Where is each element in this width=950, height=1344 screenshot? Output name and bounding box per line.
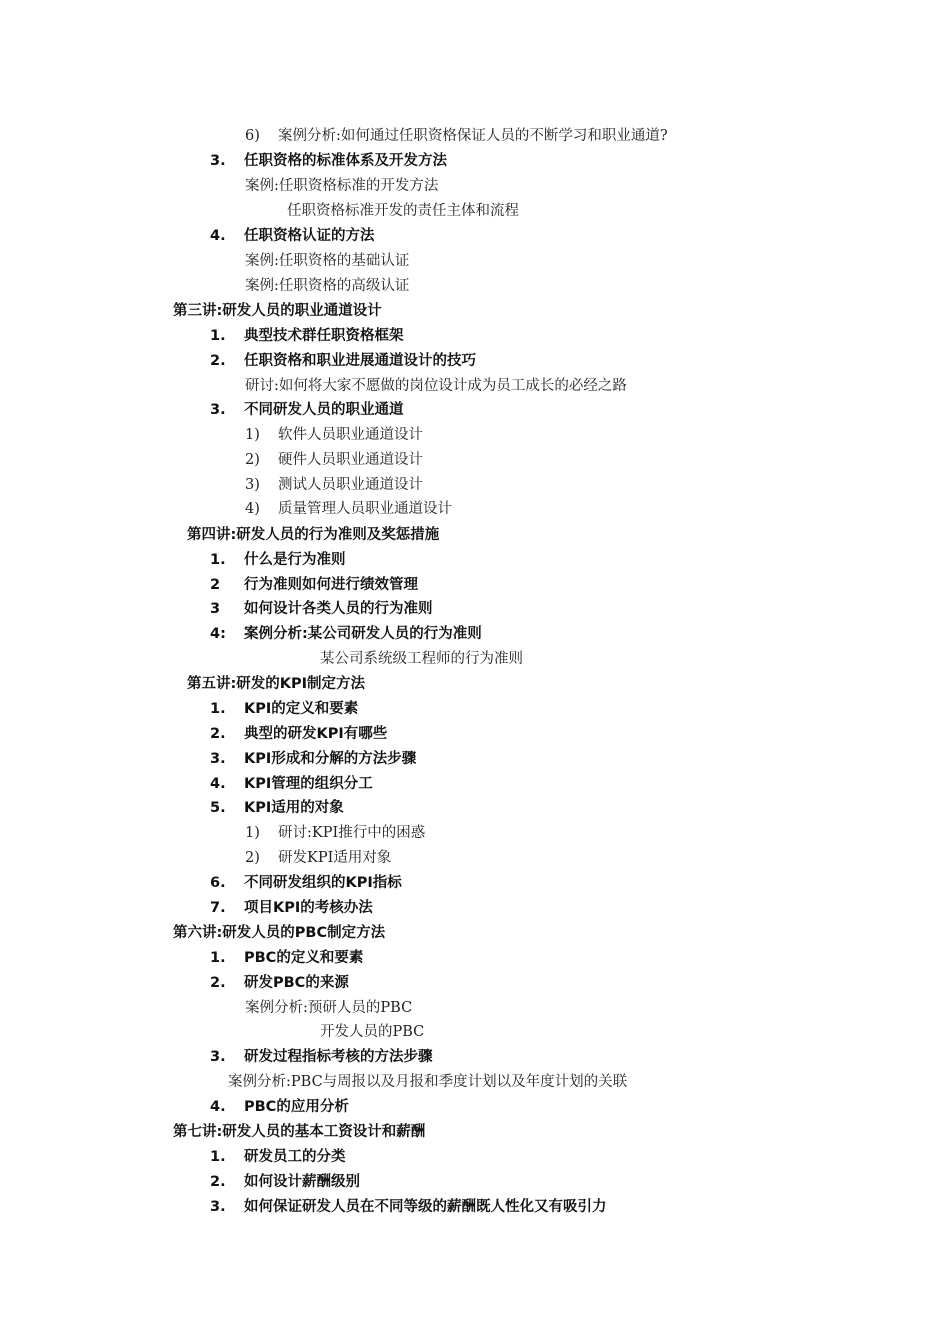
- item-number: 4): [245, 501, 260, 517]
- item-text: 测试人员职业通道设计: [278, 477, 423, 493]
- list-item: [210, 1147, 346, 1167]
- item-number: 1.: [210, 701, 226, 717]
- item-text: 项目KPI的考核办法: [244, 900, 373, 916]
- list-item: [210, 798, 344, 818]
- list-item: [245, 475, 423, 495]
- list-item: [210, 749, 416, 769]
- item-number: 7.: [210, 900, 226, 916]
- item-number: 4.: [210, 228, 226, 244]
- list-item: [210, 774, 373, 794]
- item-text: KPI的定义和要素: [244, 701, 359, 717]
- list-item: [210, 699, 358, 719]
- item-text: 什么是行为准则: [244, 552, 346, 568]
- list-item: [210, 151, 447, 171]
- list-item: [210, 326, 404, 346]
- item-text: 研发PBC的来源: [244, 975, 349, 991]
- item-text: 任职资格认证的方法: [244, 228, 375, 244]
- item-number: 3.: [210, 1199, 226, 1215]
- item-text: 案例分析:如何通过任职资格保证人员的不断学习和职业通道?: [278, 128, 668, 144]
- list-item: [210, 226, 375, 246]
- item-number: 4.: [210, 776, 226, 792]
- item-text: 研讨:KPI推行中的困惑: [278, 825, 426, 841]
- item-text: 不同研发组织的KPI指标: [244, 875, 402, 891]
- list-item: [210, 624, 482, 644]
- case-note: 案例:任职资格的高级认证: [245, 278, 410, 294]
- list-item: [210, 948, 363, 968]
- case-note: 案例分析:预研人员的PBC: [245, 1000, 413, 1016]
- item-number: 3.: [210, 1049, 226, 1065]
- case-note: 案例:任职资格标准的开发方法: [245, 178, 439, 194]
- lecture-heading: 第三讲:研发人员的职业通道设计: [173, 303, 382, 319]
- list-item: [210, 1097, 349, 1117]
- item-text: 研发员工的分类: [244, 1149, 346, 1165]
- list-item: [245, 823, 425, 843]
- list-item: [245, 848, 391, 868]
- item-number: 4:: [210, 626, 226, 642]
- item-number: 2): [245, 452, 260, 468]
- item-text: 如何保证研发人员在不同等级的薪酬既人性化又有吸引力: [244, 1199, 607, 1215]
- item-number: 2.: [210, 975, 226, 991]
- item-number: 1.: [210, 1149, 226, 1165]
- item-number: 3.: [210, 751, 226, 767]
- item-text: 软件人员职业通道设计: [278, 427, 423, 443]
- list-item: [210, 873, 402, 893]
- list-item: [210, 1197, 607, 1217]
- list-item: [210, 550, 346, 570]
- item-text: 研发过程指标考核的方法步骤: [244, 1049, 433, 1065]
- case-note: 案例:任职资格的基础认证: [245, 253, 410, 269]
- list-item: [210, 1172, 360, 1192]
- list-item: [210, 400, 404, 420]
- item-text: 如何设计薪酬级别: [244, 1174, 360, 1190]
- item-text: 典型技术群任职资格框架: [244, 328, 404, 344]
- list-item: [245, 425, 423, 445]
- item-number: 1.: [210, 950, 226, 966]
- item-number: 3: [210, 601, 221, 617]
- list-item: [210, 724, 387, 744]
- list-item: [245, 126, 668, 146]
- item-number: 3.: [210, 402, 226, 418]
- item-number: 4.: [210, 1099, 226, 1115]
- item-number: 1.: [210, 328, 226, 344]
- case-note: 研讨:如何将大家不愿做的岗位设计成为员工成长的必经之路: [245, 378, 627, 394]
- case-note: 任职资格标准开发的责任主体和流程: [287, 203, 519, 219]
- item-text: 典型的研发KPI有哪些: [244, 726, 388, 742]
- item-number: 2: [210, 577, 221, 593]
- item-number: 2.: [210, 353, 226, 369]
- list-item: [210, 351, 476, 371]
- list-item: [210, 575, 418, 595]
- lecture-heading: 第四讲:研发人员的行为准则及奖惩措施: [187, 527, 440, 543]
- list-item: [245, 450, 423, 470]
- lecture-heading: 第六讲:研发人员的PBC制定方法: [173, 925, 386, 941]
- item-text: 任职资格和职业进展通道设计的技巧: [244, 353, 476, 369]
- case-note: 某公司系统级工程师的行为准则: [320, 651, 523, 667]
- item-text: 不同研发人员的职业通道: [244, 402, 404, 418]
- item-text: 任职资格的标准体系及开发方法: [244, 153, 447, 169]
- item-number: 1): [245, 825, 260, 841]
- item-text: 案例分析:某公司研发人员的行为准则: [244, 626, 482, 642]
- item-text: PBC的应用分析: [244, 1099, 349, 1115]
- item-number: 5.: [210, 800, 226, 816]
- item-number: 6.: [210, 875, 226, 891]
- case-note: 案例分析:PBC与周报以及月报和季度计划以及年度计划的关联: [228, 1074, 628, 1090]
- item-text: 如何设计各类人员的行为准则: [244, 601, 433, 617]
- list-item: [210, 898, 373, 918]
- item-text: 质量管理人员职业通道设计: [278, 501, 452, 517]
- item-number: 2): [245, 850, 260, 866]
- item-text: KPI管理的组织分工: [244, 776, 373, 792]
- item-text: 研发KPI适用对象: [278, 850, 392, 866]
- item-number: 3): [245, 477, 260, 493]
- list-item: [210, 599, 433, 619]
- item-text: PBC的定义和要素: [244, 950, 364, 966]
- item-number: 3.: [210, 153, 226, 169]
- item-number: 1): [245, 427, 260, 443]
- lecture-heading: 第五讲:研发的KPI制定方法: [187, 676, 366, 692]
- item-number: 1.: [210, 552, 226, 568]
- item-number: 6): [245, 128, 260, 144]
- list-item: [210, 1047, 433, 1067]
- item-text: 行为准则如何进行绩效管理: [244, 577, 418, 593]
- item-number: 2.: [210, 726, 226, 742]
- item-number: 2.: [210, 1174, 226, 1190]
- case-note: 开发人员的PBC: [320, 1024, 425, 1040]
- list-item: [245, 499, 452, 519]
- item-text: KPI形成和分解的方法步骤: [244, 751, 417, 767]
- item-text: 硬件人员职业通道设计: [278, 452, 423, 468]
- item-text: KPI适用的对象: [244, 800, 344, 816]
- lecture-heading: 第七讲:研发人员的基本工资设计和薪酬: [173, 1124, 426, 1140]
- list-item: [210, 973, 349, 993]
